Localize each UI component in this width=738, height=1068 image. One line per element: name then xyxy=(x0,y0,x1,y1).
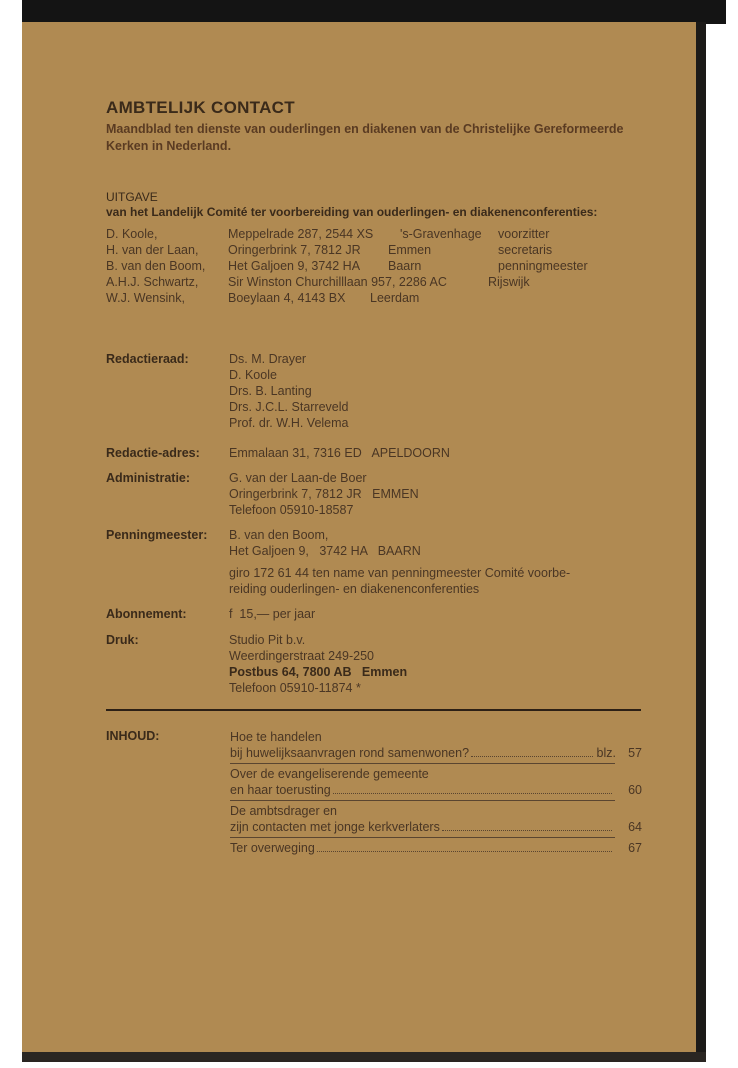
member-city: Emmen xyxy=(388,243,432,257)
member-name: A.H.J. Schwartz, xyxy=(106,275,199,289)
member-address: Meppelrade 287, 2544 XS xyxy=(228,227,374,241)
toc-separator xyxy=(230,763,615,764)
abonnement-label: Abonnement: xyxy=(106,607,187,621)
member-name: B. van den Boom, xyxy=(106,259,206,273)
toc-entry-title: Hoe te handelen xyxy=(230,730,322,744)
redactieraad-member: Prof. dr. W.H. Velema xyxy=(229,416,349,430)
toc-entry-title: De ambtsdrager en xyxy=(230,804,338,818)
redactieraad-member: Drs. J.C.L. Starreveld xyxy=(229,400,349,414)
member-address: Boeylaan 4, 4143 BX xyxy=(228,291,346,305)
redactieraad-member: D. Koole xyxy=(229,368,277,382)
toc-entry[interactable] xyxy=(230,766,642,798)
redactieraad-member: Ds. M. Drayer xyxy=(229,352,307,366)
toc-leader-dots xyxy=(317,840,612,852)
druk-label: Druk: xyxy=(106,633,139,647)
member-role: penningmeester xyxy=(498,259,588,273)
toc-leader-dots xyxy=(442,819,612,831)
redactie-adres-label: Redactie-adres: xyxy=(106,446,200,460)
member-name: W.J. Wensink, xyxy=(106,291,185,305)
member-role: voorzitter xyxy=(498,227,550,241)
redactieraad-label: Redactieraad: xyxy=(106,352,189,366)
toc-entry[interactable] xyxy=(230,729,642,761)
toc-entry[interactable] xyxy=(230,803,642,835)
penningmeester-line: B. van den Boom, xyxy=(229,528,329,542)
toc-entry-title: bij huwelijksaanvragen rond samenwonen? xyxy=(230,746,470,760)
inhoud-label: INHOUD: xyxy=(106,729,160,743)
table-of-contents xyxy=(230,729,642,856)
toc-separator xyxy=(230,837,615,838)
member-name: D. Koole, xyxy=(106,227,158,241)
toc-page-number: 67 xyxy=(628,841,642,855)
scan-right-edge xyxy=(696,22,706,1052)
magazine-inside-cover xyxy=(22,22,696,1052)
druk-postbus: Postbus 64, 7800 AB Emmen xyxy=(229,665,408,679)
magazine-title: AMBTELIJK CONTACT xyxy=(106,98,295,117)
druk-line: Weerdingerstraat 249-250 xyxy=(229,649,374,663)
member-name: H. van der Laan, xyxy=(106,243,199,257)
toc-entry[interactable] xyxy=(230,840,642,856)
toc-page-number: 64 xyxy=(628,820,642,834)
member-city: Leerdam xyxy=(370,291,420,305)
member-address: Oringerbrink 7, 7812 JR xyxy=(228,243,361,257)
toc-leader-dots xyxy=(333,782,612,794)
member-city: 's-Gravenhage xyxy=(400,227,482,241)
redactieraad-member: Drs. B. Lanting xyxy=(229,384,312,398)
toc-entry-title: en haar toerusting xyxy=(230,783,331,797)
member-address: Sir Winston Churchilllaan 957, 2286 AC xyxy=(228,275,447,289)
redactie-adres-value: Emmalaan 31, 7316 ED APELDOORN xyxy=(229,446,450,460)
section-divider xyxy=(106,709,641,711)
member-role: secretaris xyxy=(498,243,553,257)
druk-line: Studio Pit b.v. xyxy=(229,633,306,647)
penningmeester-line: Het Galjoen 9, 3742 HA BAARN xyxy=(229,544,421,558)
member-city: Baarn xyxy=(388,259,422,273)
scan-top-edge xyxy=(22,0,726,24)
uitgave-label: UITGAVE xyxy=(106,190,158,204)
magazine-subtitle: Maandblad ten dienste van ouderlingen en diakenen van de Christelijke Gereformeerde Kerken in Nederland. xyxy=(106,122,624,153)
giro-line: reiding ouderlingen- en diakenenconferenties xyxy=(229,582,480,596)
administratie-label: Administratie: xyxy=(106,471,191,485)
toc-page-number: 60 xyxy=(628,783,642,797)
scan-bottom-edge xyxy=(22,1052,706,1062)
toc-page-prefix: blz. xyxy=(596,746,616,760)
member-address: Het Galjoen 9, 3742 HA xyxy=(228,259,361,273)
toc-leader-dots xyxy=(471,745,593,757)
toc-entry-title: Over de evangeliserende gemeente xyxy=(230,767,429,781)
administratie-line: G. van der Laan-de Boer xyxy=(229,471,367,485)
penningmeester-label: Penningmeester: xyxy=(106,528,208,542)
abonnement-value: f 15,— per jaar xyxy=(229,607,316,621)
committee-heading: van het Landelijk Comité ter voorbereiding van ouderlingen- en diakenenconferenties: xyxy=(106,205,598,219)
giro-line: giro 172 61 44 ten name van penningmeester Comité voorbe- xyxy=(229,566,571,580)
toc-entry-title: Ter overweging xyxy=(230,841,315,855)
administratie-line: Oringerbrink 7, 7812 JR EMMEN xyxy=(229,487,419,501)
toc-entry-title: zijn contacten met jonge kerkverlaters xyxy=(230,820,440,834)
druk-telefoon: Telefoon 05910-11874 * xyxy=(229,681,361,695)
toc-page-number: 57 xyxy=(628,746,642,760)
toc-separator xyxy=(230,800,615,801)
administratie-line: Telefoon 05910-18587 xyxy=(229,503,354,517)
member-city: Rijswijk xyxy=(488,275,530,289)
